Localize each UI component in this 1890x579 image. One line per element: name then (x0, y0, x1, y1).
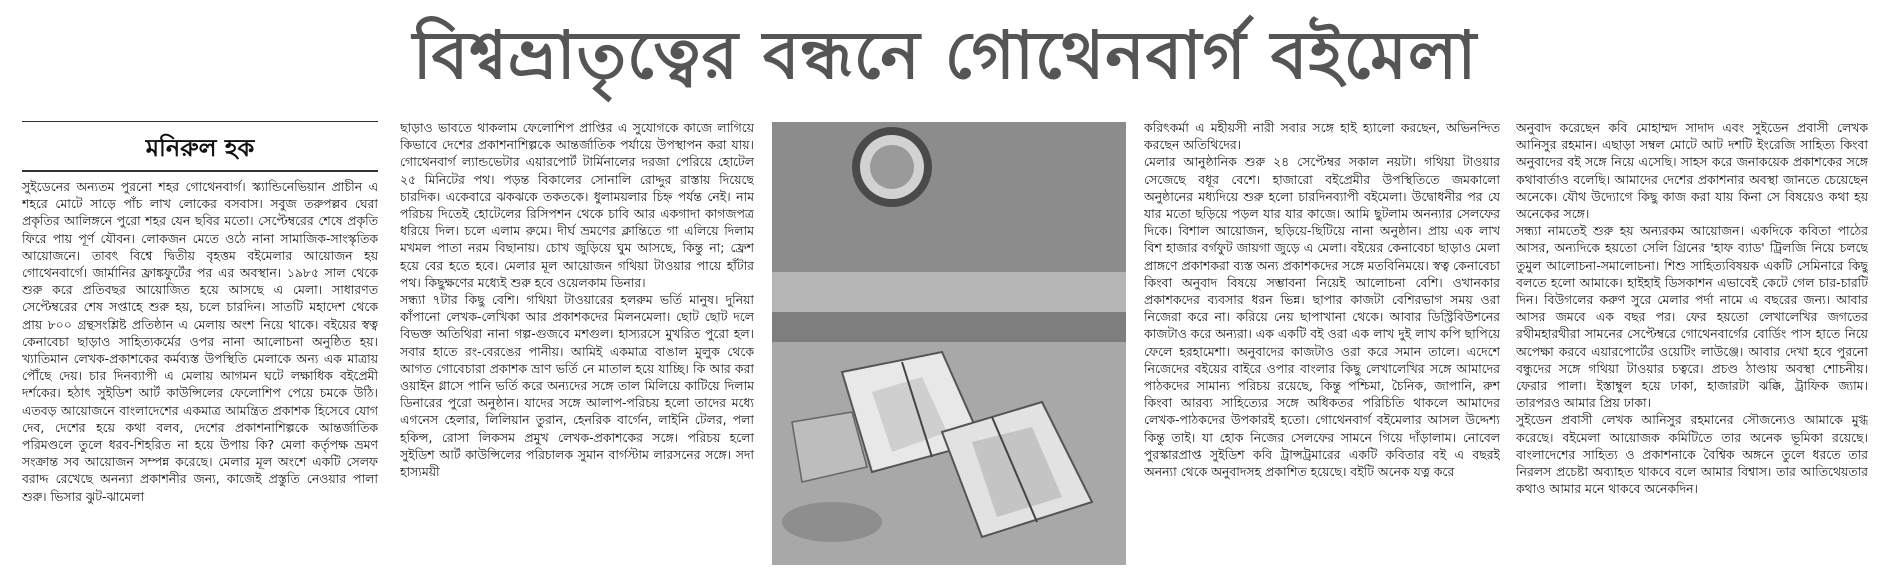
article-paragraph: মেলার আনুষ্ঠানিক শুরু ২৪ সেপ্টেম্বর সকাল নয়টা। গথিয়া টাওয়ার সেজেছে বধূর বেশে। হাজারো বইপ্রেমীর উপস্থিতিতে জমকালো অনুষ্ঠানের মধ্যদিয়ে শুরু হলো চারদিনব্যাপী বইমেলা। উদ্বোধনীর পর যে যার মতো ছড়িয়ে পড়ল যার যার কাজে। আমি ছুটলাম অনন্যার সেলফের দিকে। বিশাল আয়োজন, ছড়িয়ে-ছিটিয়ে নানা অনুষ্ঠান। প্রায় এক লাখ বিশ হাজার বর্গফুট জায়গা জুড়ে এ মেলা। বইয়ের কেনাবেচা ছাড়াও মেলা প্রাঙ্গণে প্রকাশকরা ব্যস্ত অন্য প্রকাশকদের সঙ্গে মতবিনিময়ে। স্বত্ব কেনাবেচা কিংবা অনুবাদ বিষয়ে সম্ভাবনা নিয়েই আলোচনা বেশি। ওখানকার প্রকাশকদের ব্যবসার ধরন ভিন্ন। ছাপার কাজটা বেশিরভাগ সময় ওরা নিজেরা করে না। করিয়ে নেয় ছাপাখানা থেকে। আবার ডিস্ট্রিবিউশনের কাজটাও করে অন্যরা। এক একটি বই ওরা এক লাখ দুই লাখ কপি ছাপিয়ে ফেলে হরহামেশা। অনুবাদের কাজটাও ওরা করে সমান তালে। এদেশে নিজেদের বইয়ের বাইরে ওপার বাংলার কিছু লেখালেখির সঙ্গে আমাদের পাঠকদের সামান্য পরিচয় রয়েছে, কিন্তু পশ্চিমা, চৈনিক, জাপানি, রুশ কিংবা আরব্য সাহিত্যের সঙ্গে অধিকতর পরিচিতি থাকলে আমাদের লেখক-পাঠকদের উপকারই হতো। গোথেনবার্গ বইমেলার আসল উদ্দেশ্য কিন্তু তাই। যা হোক নিজের সেলফের সামনে গিয়ে দাঁড়ালাম। নোবেল পুরস্কারপ্রাপ্ত সুইডিশ কবি ট্রান্সট্রমারের একটি কবিতার বই এ বছরই অনন্যা থেকে অনুবাদসহ প্রকাশিত হয়েছে। বইটি অনেক যত্ন করে (1144, 154, 1500, 480)
byline-top-rule (22, 121, 378, 122)
article-column-3 (1144, 119, 1500, 573)
artwork-horizon (772, 272, 1126, 312)
article-paragraph: সুইডেন প্রবাসী লেখক আনিসুর রহমানের সৌজন্যেও আমাকে মুগ্ধ করেছে। বইমেলা আয়োজক কমিটিতে তার অনেক ভূমিকা রয়েছে। বাংলাদেশের সাহিত্য ও প্রকাশনাকে বৈশ্বিক অঙ্গনে তুলে ধরতে তার নিরলস প্রচেষ্টা অব্যাহত থাকবে বলে আমার বিশ্বাস। তার আতিথেয়তার কথাও আমার মনে থাকবে অনেকদিন। (1516, 412, 1868, 497)
article-paragraph: সন্ধ্যা নামতেই শুরু হয় অন্যরকম আয়োজন। একদিকে কবিতা পাঠের আসর, অন্যদিকে হয়তো সেলি গ্রিনের 'হাফ ব্যাড' ট্রিলজি নিয়ে চলছে তুমুল আলোচনা-সমালোচনা। শিশু সাহিত্যবিষয়ক একটি সেমিনারে কিছু বলতে হলো আমাকে। হাইহাই ডিসকাশন এভাবেই কেটে গেল চার-চারটি দিন। বিউগলের করুণ সুরে মেলার পর্দা নামে এ বছরের জন্য। আবার আসর জমবে এক বছর পর। ফের হয়তো লেখালেখির জগতের রথীমহারথীরা সামনের সেপ্টেম্বরে গোথেনবার্গের বোর্ডিং পাস হাতে নিয়ে অপেক্ষা করবে এয়ারপোর্টের ওয়েটিং লাউঞ্জে। আবার দেখা হবে পুরনো বন্ধুদের সঙ্গে গথিয়া টাওয়ার চত্বরে। প্রচণ্ড ঠাণ্ডায় অবস্থা শোচনীয়। ফেরার পালা। ইস্তাম্বুল হয়ে ঢাকা, হাজারটা ঝক্কি, ট্রাফিক জ্যাম। তারপরও আমার প্রিয় ঢাকা। (1516, 223, 1868, 411)
artwork-sky (772, 122, 1126, 292)
artwork-shadow (782, 502, 882, 542)
article-paragraph: ছাড়াও ভাবতে থাকলাম ফেলোশিপ প্রাপ্তির এ সুযোগকে কাজে লাগিয়ে কিভাবে দেশের প্রকাশনাশিল্পকে আন্তর্জাতিক পর্যায়ে উপস্থাপন করা যায়। গোথেনবার্গ ল্যান্ডভেটার এয়ারপোর্ট টার্মিনালের দরজা পেরিয়ে হোটেল ২৫ মিনিটের পথ। পড়ন্ত বিকালের সোনালি রোদ্দুর রাস্তায় দিয়েছে চারদিক। একেবারে ঝকঝকে তকতকে। ধুলাময়লার চিহ্ন পর্যন্ত নেই। নাম পরিচয় দিতেই হোটেলের রিসিপশন থেকে চাবি আর একগাদা কাগজপত্র ধরিয়ে দিল। চলে এলাম রুমে। দীর্ঘ ভ্রমণের ক্লান্তিতে গা এলিয়ে দিলাম মখমল পাতা নরম বিছানায়। চোখ জুড়িয়ে ঘুম আসছে, কিন্তু না; ফ্রেশ হয়ে বের হতে হবে। মেলার মূল আয়োজন গথিয়া টাওয়ার পায়ে হাঁটার পথ। কিছুক্ষণের মধ্যেই শুরু হবে ওয়েলকাম ডিনার। (400, 120, 754, 290)
article-column-2 (400, 119, 754, 573)
artwork-svg (772, 122, 1126, 565)
illustration-artwork (772, 122, 1126, 565)
artwork-band (772, 312, 1126, 342)
article-paragraph: সন্ধ্যা ৭টার কিছু বেশি। গথিয়া টাওয়ারের হলরুম ভর্তি মানুষ। দুনিয়া কাঁপানো লেখক-লেখিকা আর প্রকাশকদের মিলনমেলা। ছোট ছোট দলে বিভক্ত অতিথিরা নানা গল্প-গুজবে মশগুল। হাস্যরসে মুখরিত পুরো হল। সবার হাতে রং-বেরঙের পানীয়। আমিই একমাত্র বাঙাল মুলুক থেকে আগত গোবেচারা প্রকাশক ভ্রাণ ভর্তি নে মাতাল হয়ে যাচ্ছি। কি আর করা ওয়াইন গ্লাসে পানি ভর্তি করে অন্যদের সঙ্গে তাল মিলিয়ে কাটিয়ে দিলাম ডিনারের পুরো অনুষ্ঠান। যাদের সঙ্গে আলাপ-পরিচয় হলো তাদের মধ্যে এগনেস হেলার, লিলিয়ান তুরান, হেনরিক বার্গেন, লাইনি টেলর, পলা হকিন্স, রোসা লিকসম প্রমুখ লেখক-প্রকাশকের সঙ্গে। পরিচয় হলো সুইডিশ আর্ট কাউন্সিলের পরিচালক সুমান বার্গস্টাম লারসনের সঙ্গে। সদা হাস্যময়ী (400, 292, 754, 480)
article-paragraph: সুইডেনের অন্যতম পুরনো শহর গোথেনবার্গ। স্ক্যান্ডিনেভিয়ান প্রাচীন এ শহরে মোটে সাড়ে পাঁচ লাখ লোকের বসবাস। সবুজ তরুপল্লব ঘেরা প্রকৃতির আলিঙ্গনে পুরো শহর যেন ছবির মতো। সেপ্টেম্বরের শেষে প্রকৃতি ফিরে পায় পূর্ণ যৌবন। লোকজন মেতে ওঠে নানা সামাজিক-সাংস্কৃতিক আয়োজনে। তাবৎ বিশ্বে দ্বিতীয় বৃহত্তম বইমেলার আয়োজন হয় গোথেনবার্গে। জার্মানির ফ্রাঙ্কফুর্টের পর এর অবস্থান। ১৯৮৫ সাল থেকে শুরু করে প্রতিবছর আয়োজিত হয়ে আসছে এ মেলা। সাধারণত সেপ্টেম্বরের শেষ সপ্তাহে শুরু হয়, চলে চারদিন। সাতটি মহাদেশ থেকে প্রায় ৮০০ গ্রন্থসংশ্লিষ্ট প্রতিষ্ঠান এ মেলায় অংশ নিয়ে থাকে। বইয়ের স্বত্ব কেনাবেচা ছাড়াও সাহিত্যকর্মের ওপর নানা আলোচনা অনুষ্ঠিত হয়। খ্যাতিমান লেখক-প্রকাশকের কর্মব্যস্ত উপস্থিতি মেলাকে অন্য এক মাত্রায় পৌঁছে দেয়। চার দিনব্যাপী এ মেলায় আগমন ঘটে লক্ষাধিক বইপ্রেমী দর্শকের। হঠাৎ সুইডিশ আর্ট কাউন্সিলের ফেলোশিপ পেয়ে চমকে উঠি। এতবড় আয়োজনে বাংলাদেশের একমাত্র আমন্ত্রিত প্রকাশক হিসেবে যোগ দেব, দেশের হয়ে কথা বলব, দেশের প্রকাশনাশিল্পকে আন্তর্জাতিক পরিমণ্ডলে তুলে ধরব-শিহরিত না হয়ে উপায় কি? মেলা কর্তৃপক্ষ ভ্রমণ সংক্রান্ত সব আয়োজন সম্পন্ন করেছে। মেলার মূল অংশে একটি সেলফ বরাদ্দ রেখেছে অনন্যা প্রকাশনীর জন্য, কাজেই প্রস্তুতি নেওয়ার পালা শুরু। ভিসার ঝুট-ঝামেলা (22, 179, 378, 504)
headline: বিশ্বভ্রাতৃত্বের বন্ধনে গোথেনবার্গ বইমেলা (412, 17, 1478, 94)
byline-bottom-rule (22, 170, 378, 172)
article-paragraph: অনুবাদ করেছেন কবি মোহাম্মদ সাদাদ এবং সুইডেন প্রবাসী লেখক আনিসুর রহমান। এছাড়া সম্বল মোটে আট দশটি ইংরেজি সাহিত্য কিংবা অনুবাদের বই সঙ্গে নিয়ে এসেছি। সাহস করে জনাকয়েক প্রকাশকের সঙ্গে কথাবার্তাও বলেছি। আমাদের দেশের প্রকাশনার অবস্থা জানতে চেয়েছেন অনেকে। যৌথ উদ্যোগে কিছু কাজ করা যায় কিনা সে বিষয়েও কথা হয় অনেকের সঙ্গে। (1516, 120, 1868, 222)
article-column-4 (1516, 119, 1868, 573)
article-column-1 (22, 178, 378, 573)
article-paragraph: করিৎকর্মা এ মহীয়সী নারী সবার সঙ্গে হাই হ্যালো করছেন, অভিনন্দিত করছেন অতিথিদের। (1144, 120, 1500, 153)
author-byline: মনিরুল হক (145, 134, 255, 162)
artwork-sun-core (870, 145, 914, 189)
